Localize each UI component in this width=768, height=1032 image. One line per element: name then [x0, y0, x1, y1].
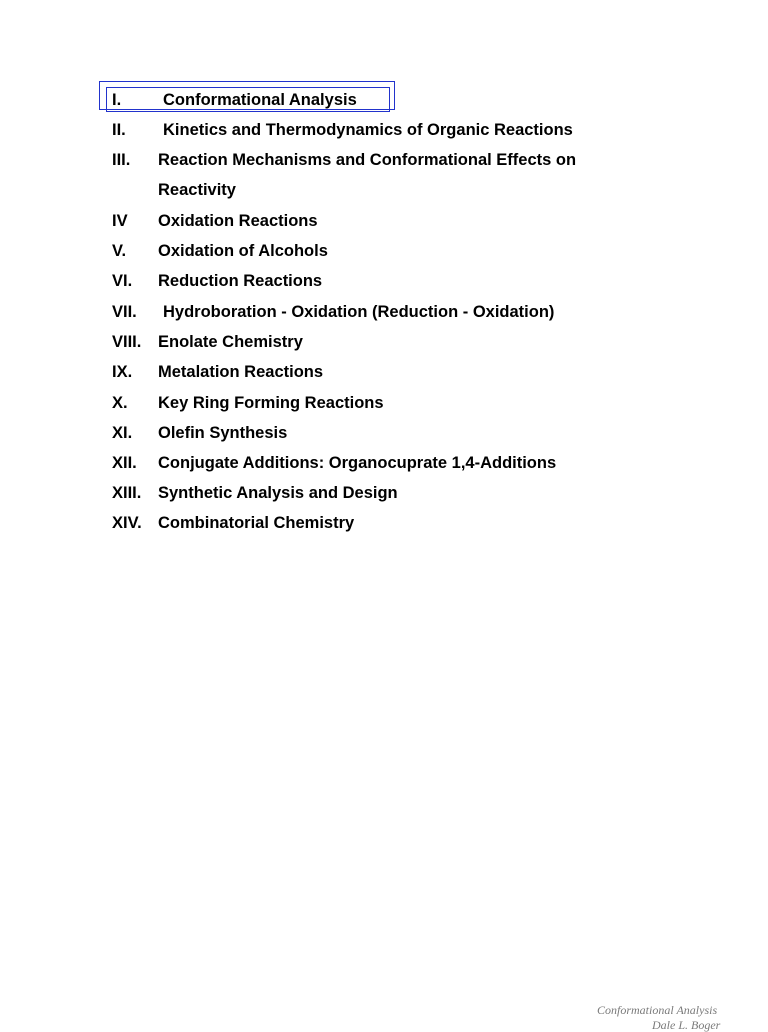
toc-item-number: V. [112, 242, 127, 260]
toc-item-title: Olefin Synthesis [158, 424, 288, 442]
toc-item-title: Reduction Reactions [158, 272, 323, 290]
toc-item-number: XIII. [112, 484, 142, 502]
toc-item-title: Oxidation of Alcohols [158, 242, 328, 260]
toc-item-number: I. [112, 91, 122, 109]
toc-item-number: VI. [112, 272, 133, 290]
toc-item-number: XII. [112, 454, 137, 472]
toc-item-title: Oxidation Reactions [158, 212, 318, 230]
toc-item-title: Hydroboration - Oxidation (Reduction - Oxidation) [163, 303, 555, 321]
toc-item-number: XI. [112, 424, 133, 442]
toc-item-title: Reactivity [158, 181, 236, 199]
toc-item-title: Metalation Reactions [158, 363, 324, 381]
toc-item-number: II. [112, 121, 126, 139]
toc-item-title: Kinetics and Thermodynamics of Organic Reactions [163, 121, 573, 139]
toc-item-number: III. [112, 151, 131, 169]
footer-running-title: Conformational Analysis [597, 1003, 718, 1017]
toc-item-title: Conjugate Additions: Organocuprate 1,4-Additions [158, 454, 557, 472]
toc-item-number: IV [112, 212, 128, 230]
toc-item-title: Combinatorial Chemistry [158, 514, 355, 532]
toc-item-number: VII. [112, 303, 137, 321]
toc-item-title: Synthetic Analysis and Design [158, 484, 398, 502]
toc-item-title: Reaction Mechanisms and Conformational Effects on [158, 151, 577, 169]
toc-item-number: IX. [112, 363, 133, 381]
toc-item-number: XIV. [112, 514, 142, 532]
toc-item-title: Key Ring Forming Reactions [158, 394, 384, 412]
toc-item-title: Enolate Chemistry [158, 333, 303, 351]
toc-item-number: X. [112, 394, 128, 412]
toc-item-number: VIII. [112, 333, 142, 351]
toc-item-title: Conformational Analysis [163, 91, 357, 109]
footer-author: Dale L. Boger [652, 1018, 721, 1032]
